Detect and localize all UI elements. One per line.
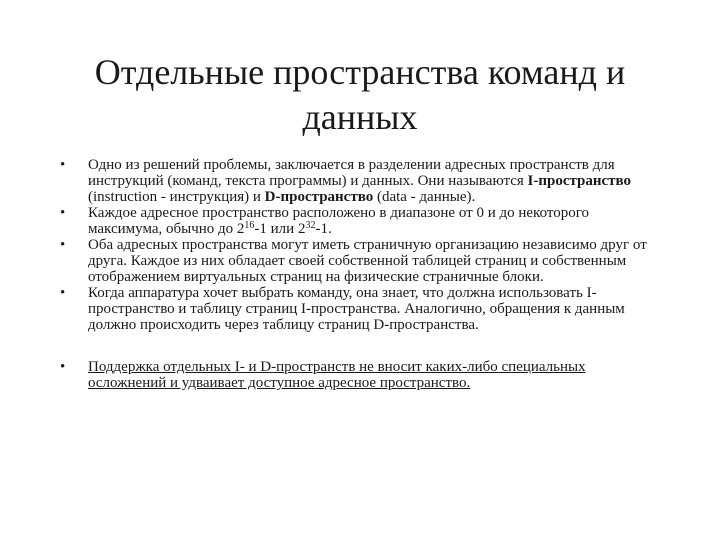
bold-term-i-space: I-пространство <box>527 173 632 189</box>
bullet-item-paging <box>60 237 660 285</box>
slide-title-line-2: данных <box>302 97 418 137</box>
slide-title <box>40 50 680 140</box>
bullet-item-hardware <box>60 285 660 333</box>
bullet-text: Каждое адресное пространство расположено в диапазоне от 0 и до некоторого максимума, обычно до 2 <box>88 205 590 237</box>
bullet-marker: • <box>60 285 66 301</box>
bullet-text-underlined: Поддержка отдельных I- и D-пространств не вносит каких-либо специальных осложнений и удваивает доступное адресное пространство. <box>88 359 586 391</box>
slide-title-line-1: Отдельные пространства команд и <box>94 52 626 92</box>
bullet-text: (instruction - инструкция) и <box>88 189 265 205</box>
bullet-item-support <box>60 359 660 391</box>
bullet-list <box>60 157 660 391</box>
superscript-exponent: 32 <box>305 220 316 231</box>
bullet-text: -1 или 2 <box>254 221 306 237</box>
bullet-text: Оба адресных пространства могут иметь страничную организацию независимо друг от друга. Каждое из них обладает своей собственной таблицей страниц и собственным отображением виртуальных страниц на физические страничные блоки. <box>88 237 647 285</box>
bullet-item-address-spaces <box>60 157 660 205</box>
bullet-marker: • <box>60 359 66 375</box>
bold-term-d-space: D-пространство <box>264 189 374 205</box>
bullet-marker: • <box>60 237 66 253</box>
bullet-text: Одно из решений проблемы, заключается в разделении адресных пространств для инструкций (команд, текста программы) и данных. Они называются <box>88 157 615 189</box>
superscript-exponent: 16 <box>244 220 255 231</box>
bullet-marker: • <box>60 205 66 221</box>
bullet-text: -1. <box>315 221 332 237</box>
bullet-marker: • <box>60 157 66 173</box>
bullet-text: (data - данные). <box>373 189 476 205</box>
bullet-text: Когда аппаратура хочет выбрать команду, она знает, что должна использовать I-пространство и таблицу страниц I-пространства. Аналогично, обращения к данным должно происходить через таблицу страниц D-пространства. <box>88 285 625 333</box>
bullet-item-range <box>60 205 660 237</box>
